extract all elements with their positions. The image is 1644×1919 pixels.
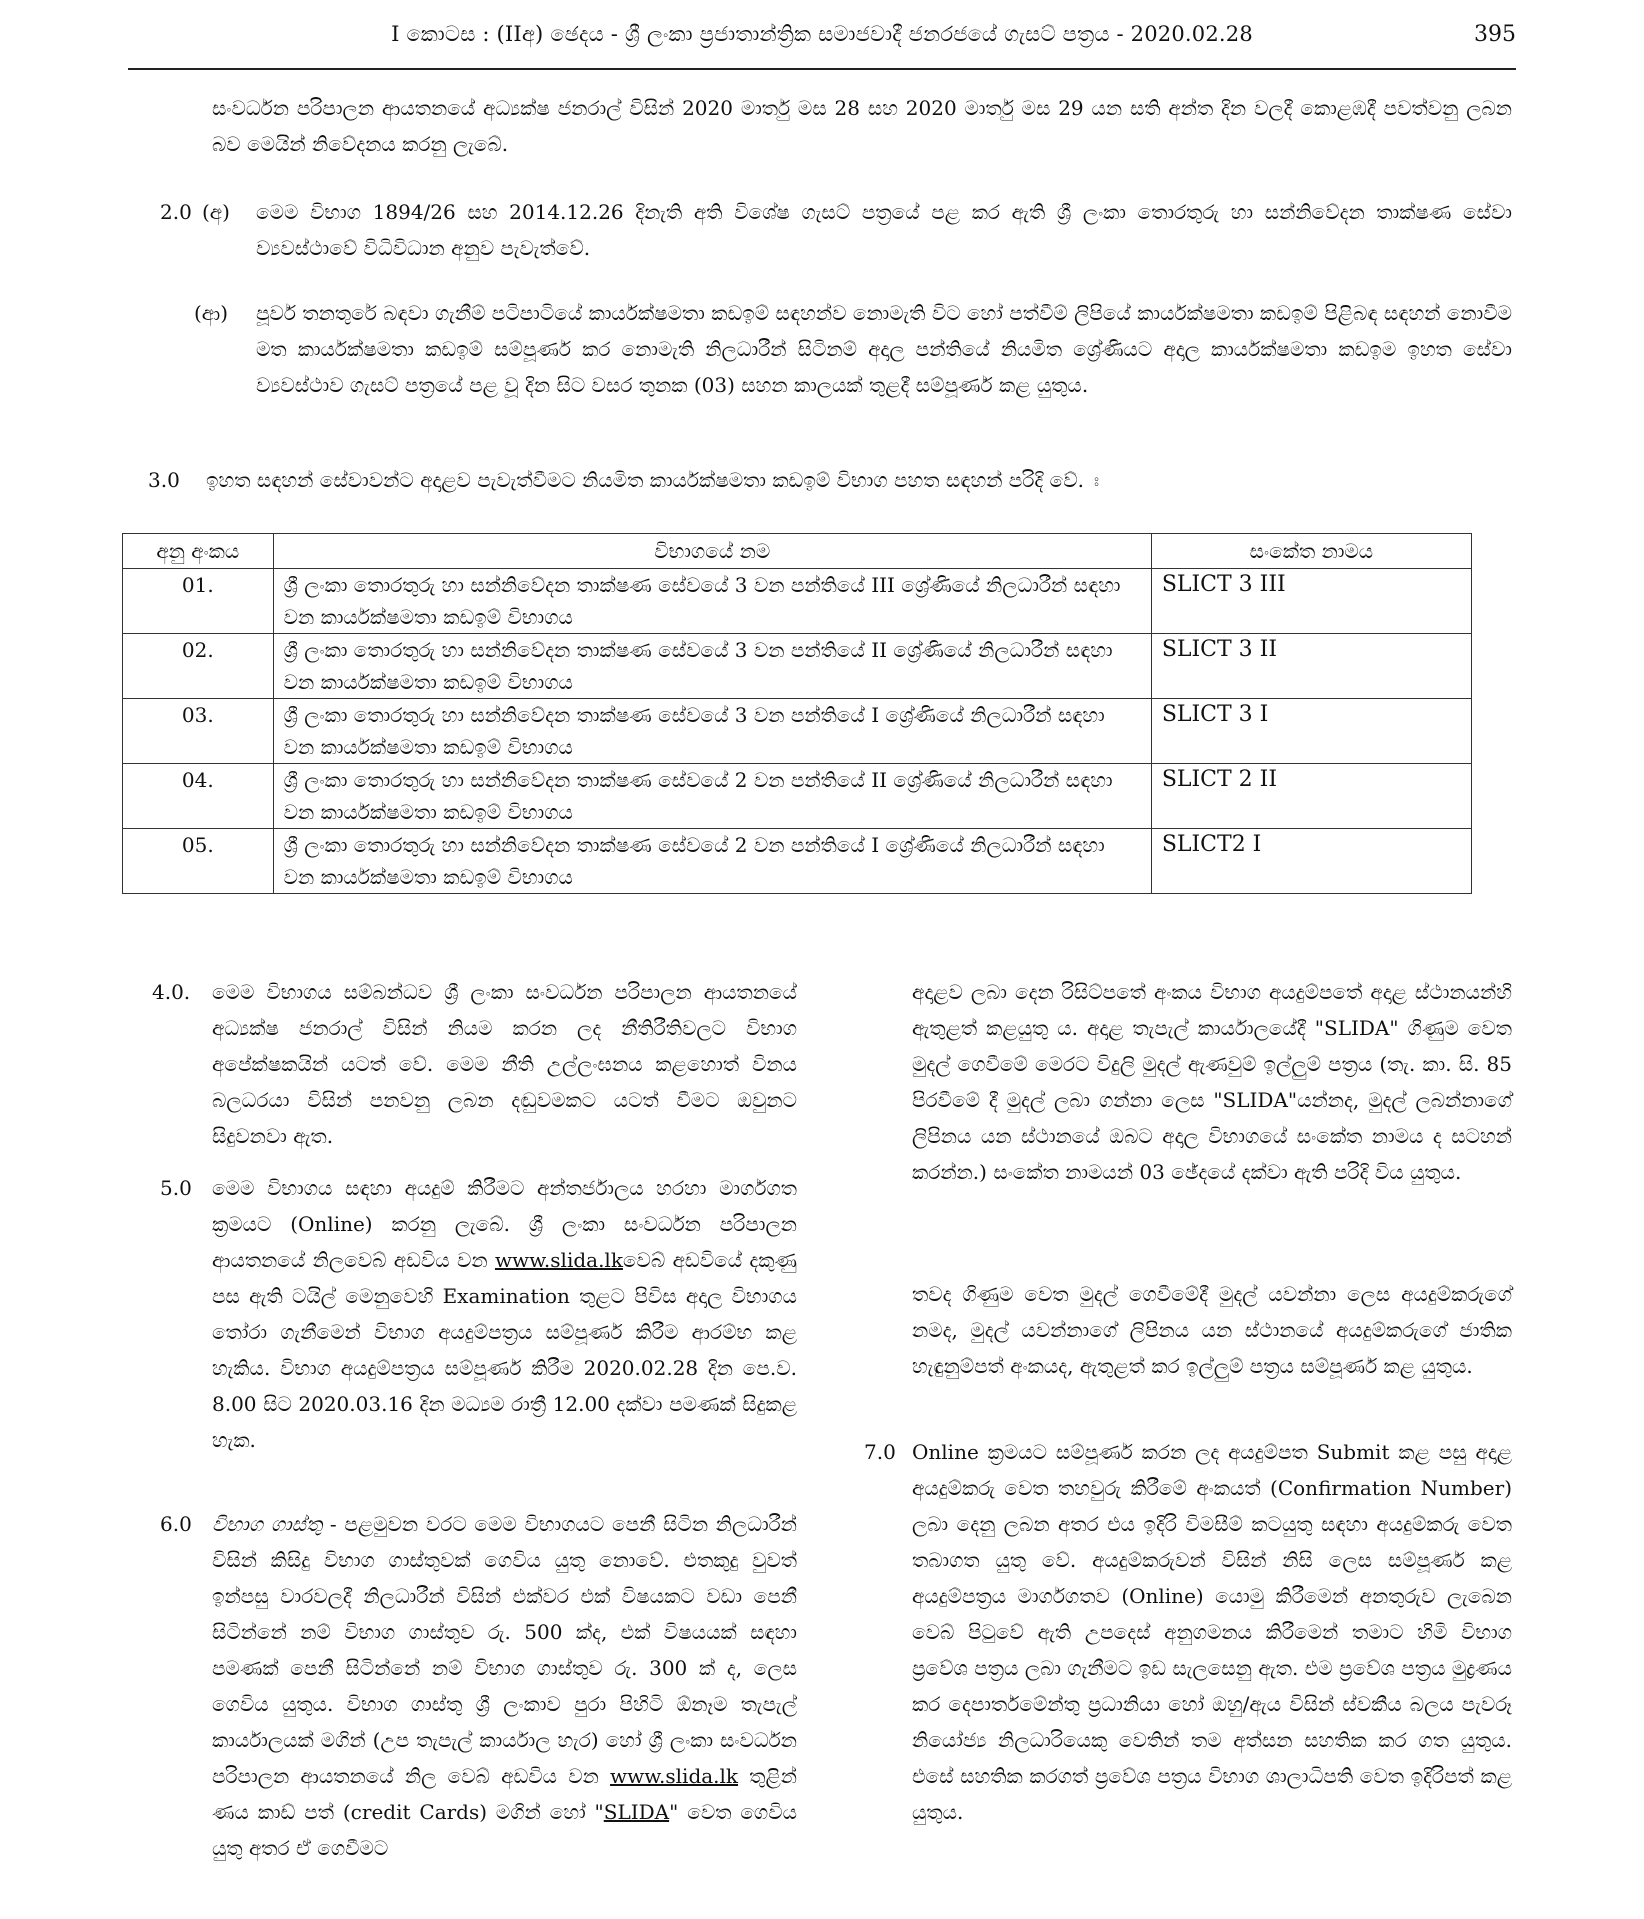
section-6-lead: විභාග ගාස්තු [212,1512,323,1536]
row-exam-name: ශ්‍රී ලංකා තොරතුරු හා සන්නිවේදන තාක්ෂණ සේවයේ 3 වන පන්තියේ II ශ්‍රේණියේ නිලධාරීන් සඳහා වන කාර්යක්ෂමතා කඩඉම් විභාගය [273,634,1151,699]
section-2b-text: පූර්ව තනතුරේ බඳවා ගැනීම් පටිපාටියේ කාර්යක්ෂමතා කඩඉම් සඳහන්ව නොමැති විට හෝ පත්වීම් ලිපියේ කාර්යක්ෂමතා කඩඉම් පිළිබඳ සඳහන් නොවීම මත කාර්යක්ෂමතා කඩඉම් සම්පූර්ණ කර නොමැති නිලධාරීන් සිටිනම් අදාල පන්තියේ නියමිත ශ්‍රේණියට අදාල කාර්යක්ෂමතා කඩඉම ඉහත සේවා ව්‍යවස්ථාව ගැසට් පත්‍රයේ පළ වූ දින සිට වසර තුනක (03) සහන කාලයක් තුළදී සම්පූර්ණ කළ යුතුය. [256,301,1512,397]
table-row [123,634,1472,699]
row-number: 02. [123,634,274,699]
section-3-number: 3.0 [148,468,180,492]
row-code: SLICT 3 III [1151,569,1471,634]
section-6-text-3: " වෙත ගෙවිය යුතු අතර ඒ ගෙවීමට [212,1800,797,1860]
intro-paragraph: සංවර්ධන පරිපාලන ආයතනයේ අධ්‍යක්ෂ ජනරාල් විසින් 2020 මාර්තු මස 28 සහ 2020 මාර්තු මස 29 යන සති අන්ත දින වලදී කොළඹදී පවත්වනු ලබන බව මෙයින් නිවේදනය කරනු ලැබේ. [212,96,1512,156]
section-2b-label: (ආ) [194,301,229,325]
section-7-number: 7.0 [864,1440,896,1464]
row-number: 01. [123,569,274,634]
section-7-text: Online ක්‍රමයට සම්පූර්ණ කරන ලද අයදුම්පත Submit කළ පසු අදාළ අයදුම්කරු වෙත තහවුරු කිරීමේ අංකයත් (Confirmation Number) ලබා දෙනු ලබන අතර එය ඉදිරි විමසීම් කටයුතු සඳහා අයදුම්කරු වෙත තබාගත යුතු වේ. අයදුම්කරුවන් විසින් නිසි ලෙස සම්පූර්ණ කළ අයදුම්පත්‍රය මාර්ගගතව (Online) යොමු කිරීමෙන් අනතුරුව ලැබෙන වෙබ් පිටුවේ ඇති උපදෙස් අනුගමනය කිරීමෙන් තමාට හිමි විභාග ප්‍රවේශ පත්‍රය ලබා ගැනීමට ඉඩ සැලසෙනු ඇත. එම ප්‍රවේශ පත්‍රය මුද්‍රණය කර දෙපාර්තමේන්තු ප්‍රධානියා හෝ ඔහු/ඇය විසින් ස්වකීය බලය පැවරූ නියෝජ්‍ය නිලධාරියෙකු වෙතින් තම අත්සන සහතික කර ගත යුතුය. එසේ සහතික කරගත් ප්‍රවේශ පත්‍රය විභාග ශාලාධිපති වෙත ඉදිරිපත් කළ යුතුය. [912,1440,1512,1824]
section-5-text [212,1170,797,1458]
section-2a-text: මෙම විභාග 1894/26 සහ 2014.12.26 දිනැති අති විශේෂ ගැසට් පත්‍රයේ පළ කර ඇති ශ්‍රී ලංකා තොරතුරු හා සන්නිවේදන තාක්ෂණ සේවා ව්‍යවස්ථාවේ විධිවිධාන අනුව පැවැත්වේ. [256,200,1512,260]
slida-account-name: SLIDA [603,1800,670,1824]
section-4-number: 4.0. [152,980,191,1004]
column-header-number: අනු අංකය [123,534,274,569]
section-6-continued: අදාළව ලබා දෙන රිසිට්පතේ අංකය විභාග අයදුම්පතේ අදාළ ස්ථානයන්හි ඇතුළත් කළයුතු ය. අදාළ තැපැල් කාර්යාලයේදී "SLIDA" ගිණුම වෙත මුදල් ගෙවීමේ මෙරට විදුලි මුදල් ඇණවුම් ඉල්ලුම් පත්‍රය (තැ. කා. සි. 85 පිරවීමේ දී මුදල් ලබා ගන්නා ලෙස "SLIDA"යන්නද, මුදල් ලබන්නාගේ ලිපිනය යන ස්ථානයේ ඔබට අදාල විභාගයේ සංකේත නාමය ද සටහන් කරන්න.) සංකේත නාමයන් 03 ඡේදයේ දක්වා ඇති පරිදි විය යුතුය. [912,980,1512,1184]
row-exam-name: ශ්‍රී ලංකා තොරතුරු හා සන්නිවේදන තාක්ෂණ සේවයේ 2 වන පන්තියේ II ශ්‍රේණියේ නිලධාරීන් සඳහා වන කාර්යක්ෂමතා කඩඉම් විභාගය [273,764,1151,829]
section-6-text-2: තුළින් ණය කාඩ් පත් (credit Cards) මගින් හෝ " [212,1764,797,1824]
slida-link[interactable]: www.slida.lk [494,1248,623,1272]
row-number: 04. [123,764,274,829]
row-code: SLICT 2 II [1151,764,1471,829]
row-exam-name: ශ්‍රී ලංකා තොරතුරු හා සන්නිවේදන තාක්ෂණ සේවයේ 2 වන පන්තියේ I ශ්‍රේණියේ නිලධාරීන් සඳහා වන කාර්යක්ෂමතා කඩඉම් විභාගය [273,829,1151,894]
table-row [123,569,1472,634]
section-2a-label: (අ) [202,200,230,224]
header-title: I කොටස : (IIඅ) ඡෙදය - ශ්‍රී ලංකා ප්‍රජාතාන්ත්‍රික සමාජවාදී ජනරජයේ ගැසට් පත්‍රය - 2020.02.28 [391,22,1253,46]
page-number: 395 [1474,22,1516,47]
row-number: 05. [123,829,274,894]
exam-table [122,533,1472,894]
row-number: 03. [123,699,274,764]
table-row [123,699,1472,764]
section-6-text [212,1506,797,1866]
slida-link[interactable]: www.slida.lk [610,1764,739,1788]
section-5-text-1: මෙම විභාගය සඳහා අයදුම් කිරීමට අන්තර්ජාලය හරහා මාර්ගගත ක්‍රමයට (Online) කරනු ලැබේ. ශ්‍රී ලංකා සංවර්ධන පරිපාලන ආයතනයේ නිලවෙබ් අඩවිය වන [212,1176,797,1272]
row-exam-name: ශ්‍රී ලංකා තොරතුරු හා සන්නිවේදන තාක්ෂණ සේවයේ 3 වන පන්තියේ I ශ්‍රේණියේ නිලධාරීන් සඳහා වන කාර්යක්ෂමතා කඩඉම් විභාගය [273,699,1151,764]
row-code: SLICT2 I [1151,829,1471,894]
header-rule [128,68,1516,70]
row-exam-name: ශ්‍රී ලංකා තොරතුරු හා සන්නිවේදන තාක්ෂණ සේවයේ 3 වන පන්තියේ III ශ්‍රේණියේ නිලධාරීන් සඳහා වන කාර්යක්ෂමතා කඩඉම් විභාගය [273,569,1151,634]
section-3-text: ඉහත සඳහන් සේවාවන්ට අදාළව පැවැත්වීමට නියමිත කාර්යක්ෂමතා කඩඉම් විභාග පහත සඳහන් පරිදි වේ. ඃ [206,468,1100,492]
column-header-exam-name: විභාගයේ නම [273,534,1151,569]
table-header-row [123,534,1472,569]
row-code: SLICT 3 I [1151,699,1471,764]
table-row [123,829,1472,894]
section-4-text: මෙම විභාගය සම්බන්ධව ශ්‍රී ලංකා සංවර්ධන පරිපාලන ආයතනයේ අධ්‍යක්ෂ ජනරාල් විසින් නියම කරන ලද නීතිරීතිවලට විභාග අපේක්ෂකයින් යටත් වේ. මෙම නීති උල්ලංඝනය කළහොත් විනය බලධරයා විසින් පනවනු ලබන දඬුවමකට යටත් වීමට ඔවුනට සිදුවනවා ඇත. [212,980,797,1148]
section-2-number: 2.0 [160,200,192,224]
section-6-number: 6.0 [160,1512,192,1536]
row-code: SLICT 3 II [1151,634,1471,699]
page-header [128,22,1516,62]
column-header-code-name: සංකේත නාමය [1151,534,1471,569]
table-row [123,764,1472,829]
section-6-text-1: - පළමුවන වරට මෙම විභාගයට පෙනී සිටින නිලධාරීන් විසින් කිසිදු විභාග ගාස්තුවක් ගෙවිය යුතු නොවේ. එතකුදු වුවත් ඉන්පසු වාරවලදී නිලධාරීන් විසින් එක්වර එක් විෂයකට වඩා පෙනී සිටින්නේ නම් විභාග ගාස්තුව රු. 500 ක්ද, එක් විෂයයක් සඳහා පමණක් පෙනී සිටින්නේ නම් විභාග ගාස්තුව රු. 300 ක් ද, ලෙස ගෙවිය යුතුය. විභාග ගාස්තු ශ්‍රී ලංකාව පුරා පිහිටි ඕනෑම තැපැල් කාර්යාලයක් මගින් (උප තැපැල් කාර්යාල හැර) හෝ ශ්‍රී ලංකා සංවර්ධන පරිපාලන ආයතනයේ නිල වෙබ් අඩවිය වන [212,1512,797,1788]
section-6-continued-b: තවද ගිණුම වෙත මුදල් ගෙවීමේදී මුදල් යවන්නා ලෙස අයදුම්කරුගේ නමද, මුදල් යවන්නාගේ ලිපිනය යන ස්ථානයේ අයදුම්කරුගේ ජාතික හැඳුනුම්පත් අංකයද, ඇතුළත් කර ඉල්ලුම් පත්‍රය සම්පූර්ණ කළ යුතුය. [912,1282,1512,1378]
section-5-text-2: වෙබ් අඩවියේ දකුණු පස ඇති ටයිල් මෙනුවෙහි Examination තුළට පිවිස අදාල විභාගය තෝරා ගැනීමෙන් විභාග අයදුම්පත්‍රය සම්පූර්ණ කිරීම ආරම්භ කළ හැකිය. විභාග අයදුම්පත්‍රය සම්පූර්ණ කිරීම 2020.02.28 දින පෙ.ව. 8.00 සිට 2020.03.16 දින මධ්‍යම රාත්‍රී 12.00 දක්වා පමණක් සිදුකළ හැක. [212,1248,797,1452]
section-5-number: 5.0 [160,1176,192,1200]
